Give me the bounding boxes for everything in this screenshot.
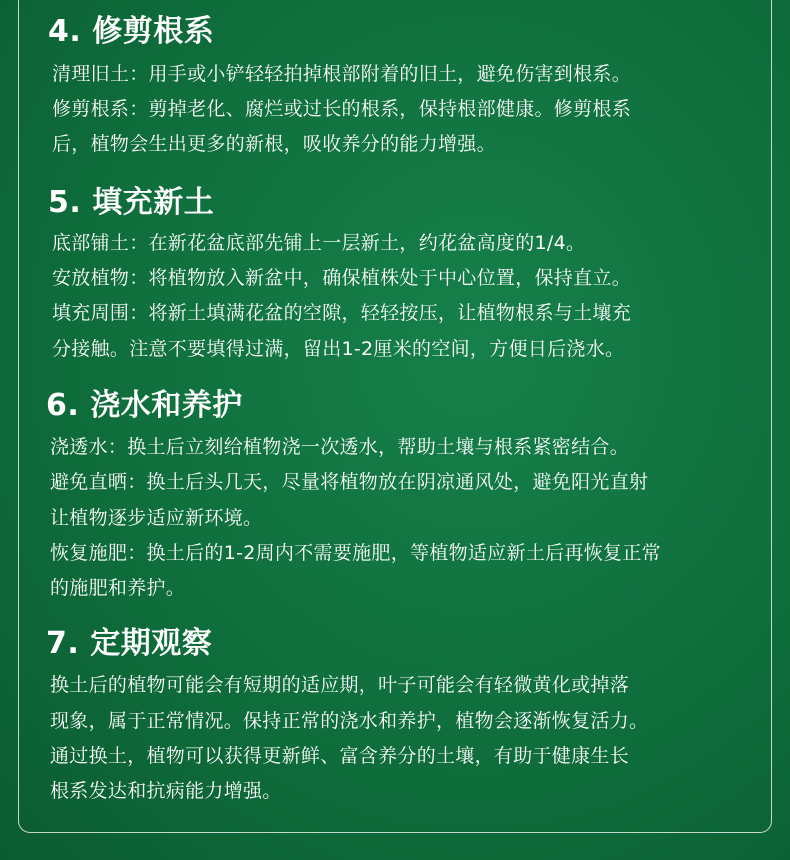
section-heading-4: 4. 修剪根系 xyxy=(48,14,215,49)
section-6-line-1: 浇透水：换土后立刻给植物浇一次透水，帮助土壤与根系紧密结合。 xyxy=(50,436,630,458)
section-7-line-3: 通过换土，植物可以获得更新鲜、富含养分的土壤，有助于健康生长 xyxy=(50,745,630,767)
section-7-line-1: 换土后的植物可能会有短期的适应期，叶子可能会有轻微黄化或掉落 xyxy=(50,674,630,696)
section-6-line-4: 恢复施肥：换土后的1-2周内不需要施肥，等植物适应新土后再恢复正常 xyxy=(50,542,661,564)
section-5-line-1: 底部铺土：在新花盆底部先铺上一层新土，约花盆高度的1/4。 xyxy=(52,232,586,254)
section-7-line-4: 根系发达和抗病能力增强。 xyxy=(50,780,282,802)
section-6-line-5: 的施肥和养护。 xyxy=(50,577,186,599)
section-5-line-4: 分接触。注意不要填得过满，留出1-2厘米的空间，方便日后浇水。 xyxy=(52,338,625,360)
section-6-line-3: 让植物逐步适应新环境。 xyxy=(50,507,263,529)
section-7-line-2: 现象，属于正常情况。保持正常的浇水和养护，植物会逐渐恢复活力。 xyxy=(50,710,649,732)
section-6-line-2: 避免直晒：换土后头几天，尽量将植物放在阴凉通风处，避免阳光直射 xyxy=(50,471,649,493)
section-heading-6: 6. 浇水和养护 xyxy=(46,388,243,423)
section-heading-5: 5. 填充新土 xyxy=(48,185,215,220)
section-heading-7: 7. 定期观察 xyxy=(46,626,213,661)
section-5-line-3: 填充周围：将新土填满花盆的空隙，轻轻按压，让植物根系与土壤充 xyxy=(52,302,632,324)
section-4-line-2: 修剪根系：剪掉老化、腐烂或过长的根系，保持根部健康。修剪根系 xyxy=(52,98,632,120)
section-4-line-1: 清理旧土：用手或小铲轻轻拍掉根部附着的旧土，避免伤害到根系。 xyxy=(52,63,632,85)
section-5-line-2: 安放植物：将植物放入新盆中，确保植株处于中心位置，保持直立。 xyxy=(52,267,632,289)
section-4-line-3: 后，植物会生出更多的新根，吸收养分的能力增强。 xyxy=(52,133,496,155)
